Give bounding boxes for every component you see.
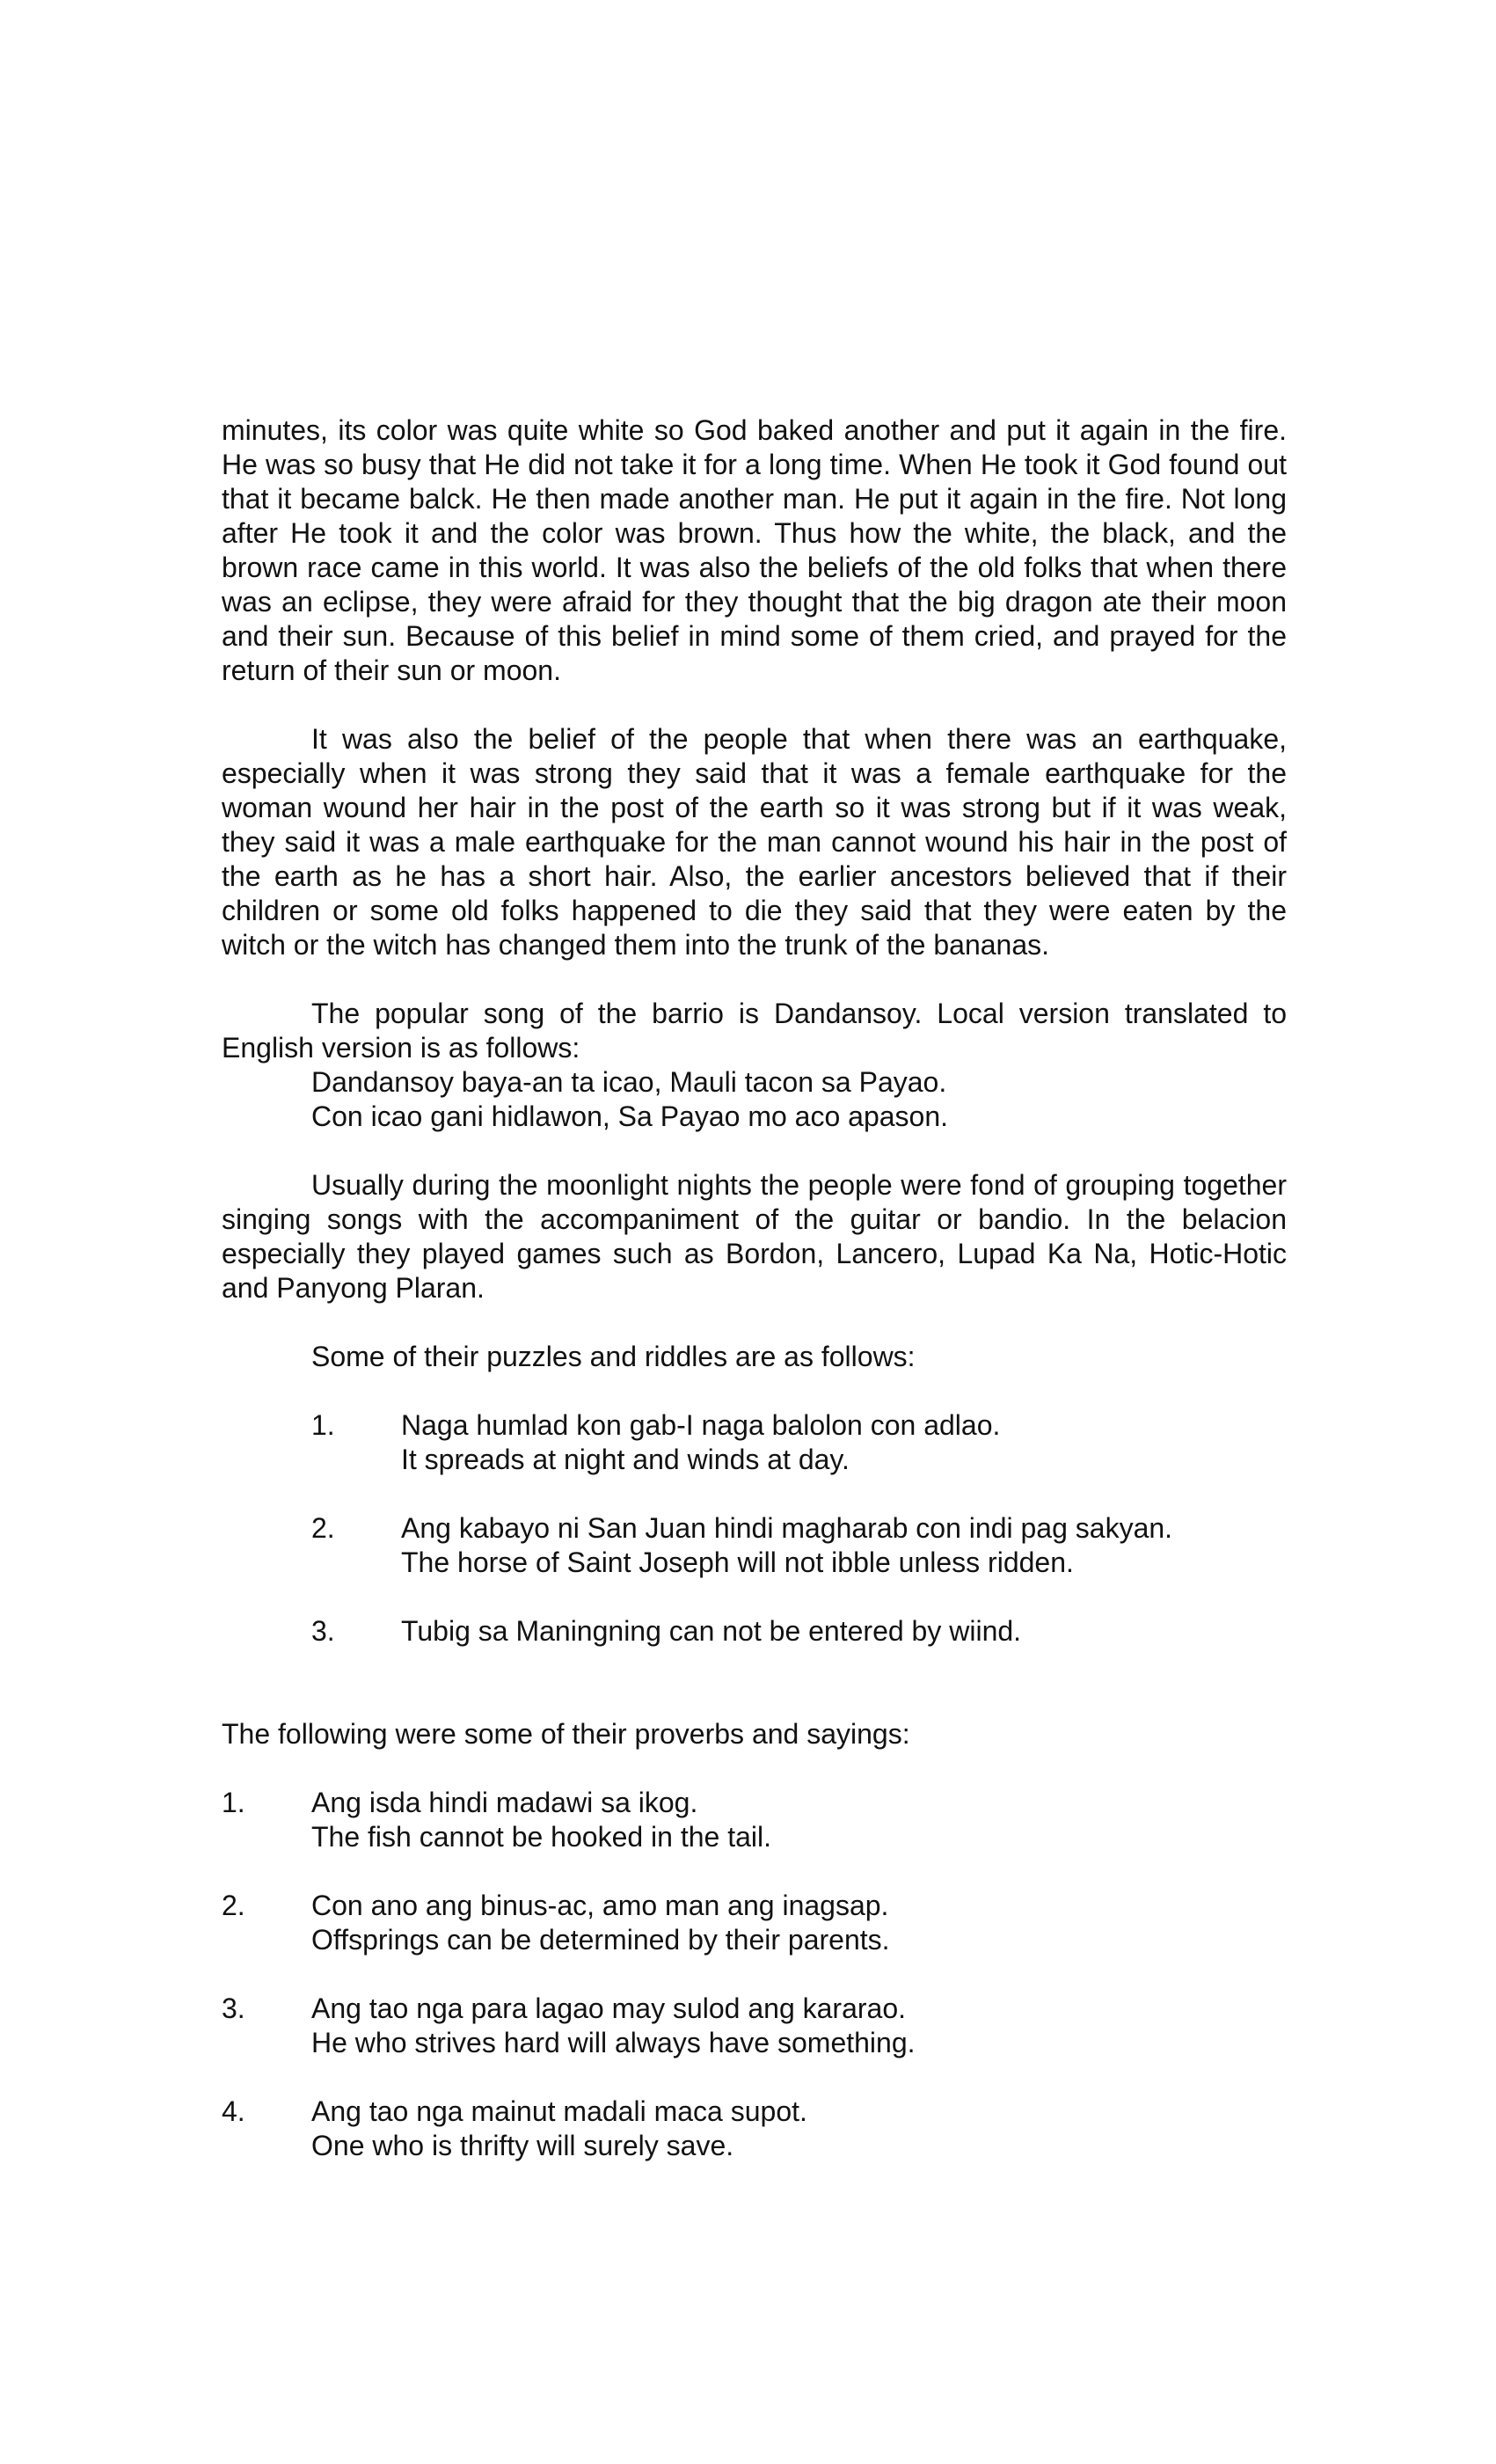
paragraph-dandansoy-intro: The popular song of the barrio is Dandansoy. Local version translated to English version is as follows: <box>222 998 1287 1064</box>
item-text <box>401 1408 1287 1477</box>
riddle-original: Ang kabayo ni San Juan hindi magharab con indi pag sakyan. <box>401 1512 1173 1544</box>
list-item <box>222 1786 1287 1854</box>
proverb-original: Ang tao nga para lagao may sulod ang kararao. <box>311 1992 907 2024</box>
riddles-list <box>222 1408 1287 1649</box>
paragraph-earthquake-belief: It was also the belief of the people that when there was an earthquake, especially when it was strong they said that it was a female earthquake for the woman wound her hair in the post of the earth so it was strong but if it was weak, they said it was a male earthquake for the man cannot wound his hair in the post of the earth as he has a short hair. Also, the earlier ancestors believed that if their children or some old folks happened to die they said that they were eaten by the witch or the witch has changed them into the trunk of the bananas. <box>222 723 1287 961</box>
page-content <box>222 413 1287 2163</box>
song-verse <box>311 1065 1287 1134</box>
list-item <box>311 1408 1287 1477</box>
list-item <box>311 1614 1287 1649</box>
proverb-original: Ang isda hindi madawi sa ikog. <box>311 1787 698 1818</box>
paragraph-creation-and-eclipse: minutes, its color was quite white so God baked another and put it again in the fire. He was so busy that He did not take it for a long time. When He took it God found out that it became balck. He then made another man. He put it again in the fire. Not long after He took it and the color was brown. Thus how the white, the black, and the brown race came in this world. It was also the beliefs of the old folks that when there was an eclipse, they were afraid for they thought that the big dragon ate their moon and their sun. Because of this belief in mind some of them cried, and prayed for the return of their sun or moon. <box>222 414 1287 686</box>
list-item <box>222 2095 1287 2163</box>
item-number: 3. <box>222 1992 245 2024</box>
list-item <box>311 1511 1287 1580</box>
proverb-translation: The fish cannot be hooked in the tail. <box>311 1821 772 1853</box>
item-number: 4. <box>222 2095 245 2127</box>
item-text <box>401 1614 1287 1649</box>
paragraph-riddles-intro: Some of their puzzles and riddles are as follows: <box>311 1341 916 1372</box>
item-number: 2. <box>222 1890 245 1921</box>
item-number: 1. <box>311 1409 335 1441</box>
song-line-1: Dandansoy baya-an ta icao, Mauli tacon sa Payao. <box>311 1066 947 1098</box>
item-text <box>311 1786 1287 1854</box>
proverb-original: Con ano ang binus-ac, amo man ang inagsap. <box>311 1890 889 1921</box>
riddle-original: Naga humlad kon gab-I naga balolon con adlao. <box>401 1409 1001 1441</box>
item-text <box>311 1889 1287 1957</box>
list-item <box>222 1889 1287 1957</box>
song-line-2: Con icao gani hidlawon, Sa Payao mo aco apason. <box>311 1100 949 1132</box>
paragraph-proverbs-intro: The following were some of their proverbs and sayings: <box>222 1718 910 1750</box>
riddle-original: Tubig sa Maningning can not be entered by wiind. <box>401 1615 1022 1647</box>
item-text <box>311 1992 1287 2060</box>
riddle-translation: It spreads at night and winds at day. <box>401 1444 850 1475</box>
item-number: 2. <box>311 1512 335 1544</box>
item-text <box>311 2095 1287 2163</box>
proverb-translation: One who is thrifty will surely save. <box>311 2130 734 2161</box>
list-item <box>222 1992 1287 2060</box>
proverb-translation: Offsprings can be determined by their parents. <box>311 1924 890 1956</box>
riddle-translation: The horse of Saint Joseph will not ibble unless ridden. <box>401 1546 1074 1578</box>
item-number: 1. <box>222 1787 245 1818</box>
item-number: 3. <box>311 1615 335 1647</box>
proverb-translation: He who strives hard will always have something. <box>311 2027 916 2058</box>
paragraph-moonlight-nights: Usually during the moonlight nights the people were fond of grouping together singing songs with the accompaniment of the guitar or bandio. In the belacion especially they played games such as Bordon, Lancero, Lupad Ka Na, Hotic-Hotic and Panyong Plaran. <box>222 1169 1287 1304</box>
item-text <box>401 1511 1287 1580</box>
proverbs-list <box>222 1786 1287 2163</box>
proverb-original: Ang tao nga mainut madali maca supot. <box>311 2095 807 2127</box>
